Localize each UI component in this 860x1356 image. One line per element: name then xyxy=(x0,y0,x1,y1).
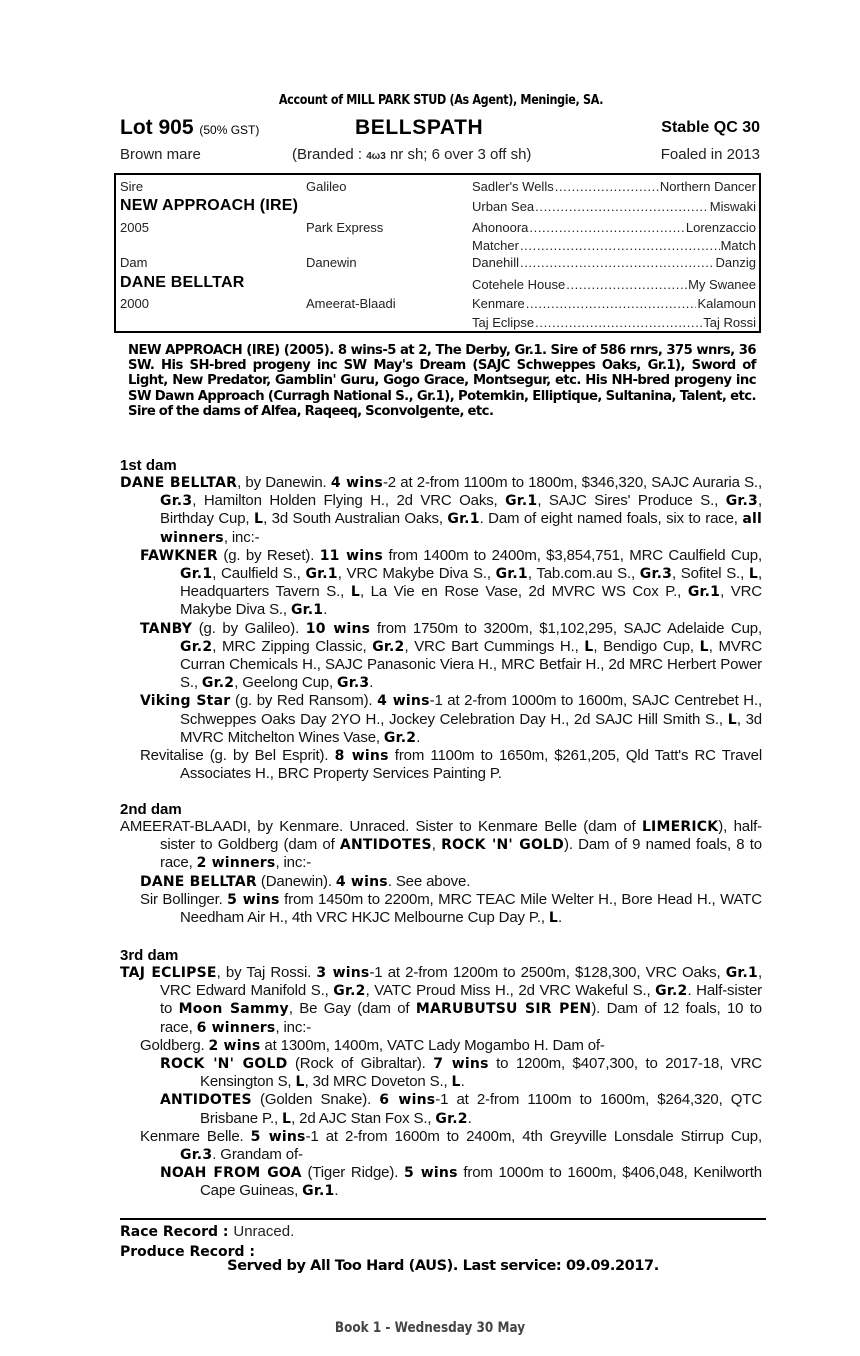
granddam-paternal: Park Express xyxy=(306,220,384,235)
leader-dots xyxy=(566,277,687,292)
page-footer: Book 1 - Wednesday 30 May xyxy=(334,1320,526,1336)
info-line xyxy=(120,146,762,164)
leader-dots xyxy=(520,238,720,253)
great-grandparent-row xyxy=(472,199,756,214)
gg-sire: Urban Sea xyxy=(472,199,535,214)
section-title: 3rd dam xyxy=(120,947,179,964)
dam-name: DANE BELLTAR xyxy=(120,274,245,291)
section-title: 2nd dam xyxy=(120,801,182,818)
great-grandparent-row xyxy=(472,220,756,235)
pedigree-entry: Sir Bollinger. 5 wins from 1450m to 2200m, MRC TEAC Mile Welter H., Bore Head H., WATC Needham Air H., 4th VRC HKJC Melbourne Cup Day P., L. xyxy=(140,890,762,927)
section-title: 1st dam xyxy=(120,457,177,474)
pedigree-entry: AMEERAT-BLAADI, by Kenmare. Unraced. Sister to Kenmare Belle (dam of LIMERICK), half-sister to Goldberg (dam of ANTIDOTES, ROCK 'N' GOLD). Dam of 9 named foals, 8 to race, 2 winners, inc:- xyxy=(120,818,762,872)
great-grandparent-row xyxy=(472,179,756,194)
leader-dots xyxy=(520,255,715,270)
gg-dam: Lorenzaccio xyxy=(685,220,756,235)
lot-label: Lot 905 xyxy=(120,116,194,139)
brand-prefix: (Branded : xyxy=(292,146,367,163)
dam-label: Dam xyxy=(120,255,148,270)
gg-sire: Sadler's Wells xyxy=(472,179,554,194)
gg-dam: Kalamoun xyxy=(697,296,756,311)
gg-sire: Cotehele House xyxy=(472,277,566,292)
section-2nd-dam xyxy=(120,801,762,927)
gg-sire: Ahonoora xyxy=(472,220,529,235)
granddam-maternal: Ameerat-Blaadi xyxy=(306,296,396,311)
race-record-label: Race Record : xyxy=(120,1224,234,1240)
section-3rd-dam xyxy=(120,947,762,1201)
produce-record-label: Produce Record : xyxy=(120,1244,256,1260)
dam-year: 2000 xyxy=(120,296,149,311)
divider-rule xyxy=(120,1218,766,1220)
gg-sire: Danehill xyxy=(472,255,519,270)
entries xyxy=(120,964,762,1201)
horse-name: BELLSPATH xyxy=(355,116,484,139)
great-grandparent-row xyxy=(472,238,756,253)
pedigree-entry: Viking Star (g. by Red Ransom). 4 wins-1 at 2-from 1000m to 1600m, SAJC Centrebet H., Schweppes Oaks Day 2YO H., Jockey Celebration Day H., 2d SAJC Hill Smith S., L, 3d MVRC Mitchelton Wines Vase, Gr.2. xyxy=(140,692,762,746)
brand-description xyxy=(292,146,531,163)
race-record-value: Unraced. xyxy=(233,1223,295,1240)
pedigree-entry: TANBY (g. by Galileo). 10 wins from 1750m to 3200m, $1,102,295, SAJC Adelaide Cup, Gr.2, MRC Zipping Classic, Gr.2, VRC Bart Cummings H., L, Bendigo Cup, L, MVRC Curran Chemicals H., SAJC Panasonic Viera H., MRC Betfair H., 2d MRC Herbert Power S., Gr.2, Geelong Cup, Gr.3. xyxy=(140,619,763,692)
colour-sex: Brown mare xyxy=(120,146,201,163)
great-grandparent-row xyxy=(472,255,756,270)
gg-sire: Taj Eclipse xyxy=(472,315,535,330)
pedigree-entry: DANE BELLTAR (Danewin). 4 wins. See above. xyxy=(140,872,471,890)
pedigree-entry: Kenmare Belle. 5 wins-1 at 2-from 1600m to 2400m, 4th Greyville Lonsdale Stirrup Cup, Gr.3. Grandam of- xyxy=(140,1127,762,1164)
records-block xyxy=(120,1222,766,1262)
leader-dots xyxy=(526,296,697,311)
pedigree-entry: TAJ ECLIPSE, by Taj Rossi. 3 wins-1 at 2-from 1200m to 2500m, $128,300, VRC Oaks, Gr.1, VRC Edward Manifold S., Gr.2, VATC Proud Miss H., 2d VRC Wakeful S., Gr.2. Half-sister to Moon Sammy, Be Gay (dam of MARUBUTSU SIR PEN). Dam of 12 foals, 10 to race, 6 winners, inc:- xyxy=(120,964,762,1036)
pedigree-entry: ANTIDOTES (Golden Snake). 6 wins-1 at 2-from 1100m to 1600m, $264,320, QTC Brisbane P., L, 2d AJC Stan Fox S., Gr.2. xyxy=(160,1091,762,1127)
great-grandparent-row xyxy=(472,296,756,311)
brand-suffix: nr sh; 6 over 3 off sh) xyxy=(385,146,532,163)
great-grandparent-row xyxy=(472,315,756,330)
lot-number xyxy=(120,116,259,140)
gst-note: (50% GST) xyxy=(199,123,260,137)
gg-dam: Miswaki xyxy=(709,199,756,214)
foaled-year: Foaled in 2013 xyxy=(660,146,760,163)
race-record xyxy=(120,1222,766,1242)
sire-summary: NEW APPROACH (IRE) (2005). 8 wins-5 at 2, The Derby, Gr.1. Sire of 586 rnrs, 375 wnrs, 36 SW. His SH-bred progeny inc SW May's Dream (SAJC Schweppes Oaks, Gr.1), Sword of Light, New Predator, Gamblin' Guru, Gogo Grace, Montsegur, etc. His NH-bred progeny inc SW Dawn Approach (Curragh National S., Gr.1), Potemkin, Elliptique, Sultanina, Talent, etc. Sire of the dams of Alfea, Raqeeq, Sconvolgente, etc. xyxy=(128,343,756,419)
pedigree-entry: Goldberg. 2 wins at 1300m, 1400m, VATC Lady Mogambo H. Dam of- xyxy=(140,1036,605,1054)
leader-dots xyxy=(535,199,709,214)
pedigree-table xyxy=(114,173,761,333)
gg-dam: Taj Rossi xyxy=(703,315,756,330)
grandsire-maternal: Danewin xyxy=(306,255,357,270)
vendor-account: Account of MILL PARK STUD (As Agent), Meningie, SA. xyxy=(278,93,604,108)
gg-sire: Matcher xyxy=(472,238,519,253)
gg-dam: Northern Dancer xyxy=(659,179,756,194)
great-grandparent-row xyxy=(472,277,756,292)
gg-dam: Danzig xyxy=(715,255,756,270)
entries xyxy=(120,818,762,927)
gg-dam: Match xyxy=(720,238,756,253)
leader-dots xyxy=(535,315,702,330)
pedigree-entry: Revitalise (g. by Bel Esprit). 8 wins from 1100m to 1650m, $261,205, Qld Tatt's RC Travel Associates H., BRC Property Services Painting P. xyxy=(140,747,762,783)
lot-line xyxy=(120,116,762,142)
brand-mark-icon: 4ω3 xyxy=(366,151,386,162)
pedigree-entry: ROCK 'N' GOLD (Rock of Gibraltar). 7 wins to 1200m, $407,300, to 2017-18, VRC Kensington S, L, 3d MRC Doveton S., L. xyxy=(160,1055,762,1091)
sire-name: NEW APPROACH (IRE) xyxy=(120,197,299,214)
gg-sire: Kenmare xyxy=(472,296,525,311)
leader-dots xyxy=(555,179,659,194)
service-note: Served by All Too Hard (AUS). Last service: 09.09.2017. xyxy=(227,1258,659,1274)
gg-dam: My Swanee xyxy=(688,277,756,292)
pedigree-entry: DANE BELLTAR, by Danewin. 4 wins-2 at 2-from 1100m to 1800m, $346,320, SAJC Auraria S., Gr.3, Hamilton Holden Flying H., 2d VRC Oaks, Gr.1, SAJC Sires' Produce S., Gr.3, Birthday Cup, L, 3d South Australian Oaks, Gr.1. Dam of eight named foals, six to race, all winners, inc:- xyxy=(120,474,762,546)
pedigree-entry: FAWKNER (g. by Reset). 11 wins from 1400m to 2400m, $3,854,751, MRC Caulfield Cup, Gr.1, Caulfield S., Gr.1, VRC Makybe Diva S., Gr.1, Tab.com.au S., Gr.3, Sofitel S., L, Headquarters Tavern S., L, La Vie en Rose Vase, 2d MVRC WS Cox P., Gr.1, VRC Makybe Diva S., Gr.1. xyxy=(140,546,763,619)
pedigree-entry: NOAH FROM GOA (Tiger Ridge). 5 wins from 1000m to 1600m, $406,048, Kenilworth Cape Guineas, Gr.1. xyxy=(160,1164,762,1200)
section-1st-dam xyxy=(120,457,762,783)
leader-dots xyxy=(529,220,685,235)
sire-year: 2005 xyxy=(120,220,149,235)
sire-label: Sire xyxy=(120,179,144,194)
grandsire-paternal: Galileo xyxy=(306,179,347,194)
stable-location: Stable QC 30 xyxy=(661,119,760,136)
entries xyxy=(120,474,762,783)
